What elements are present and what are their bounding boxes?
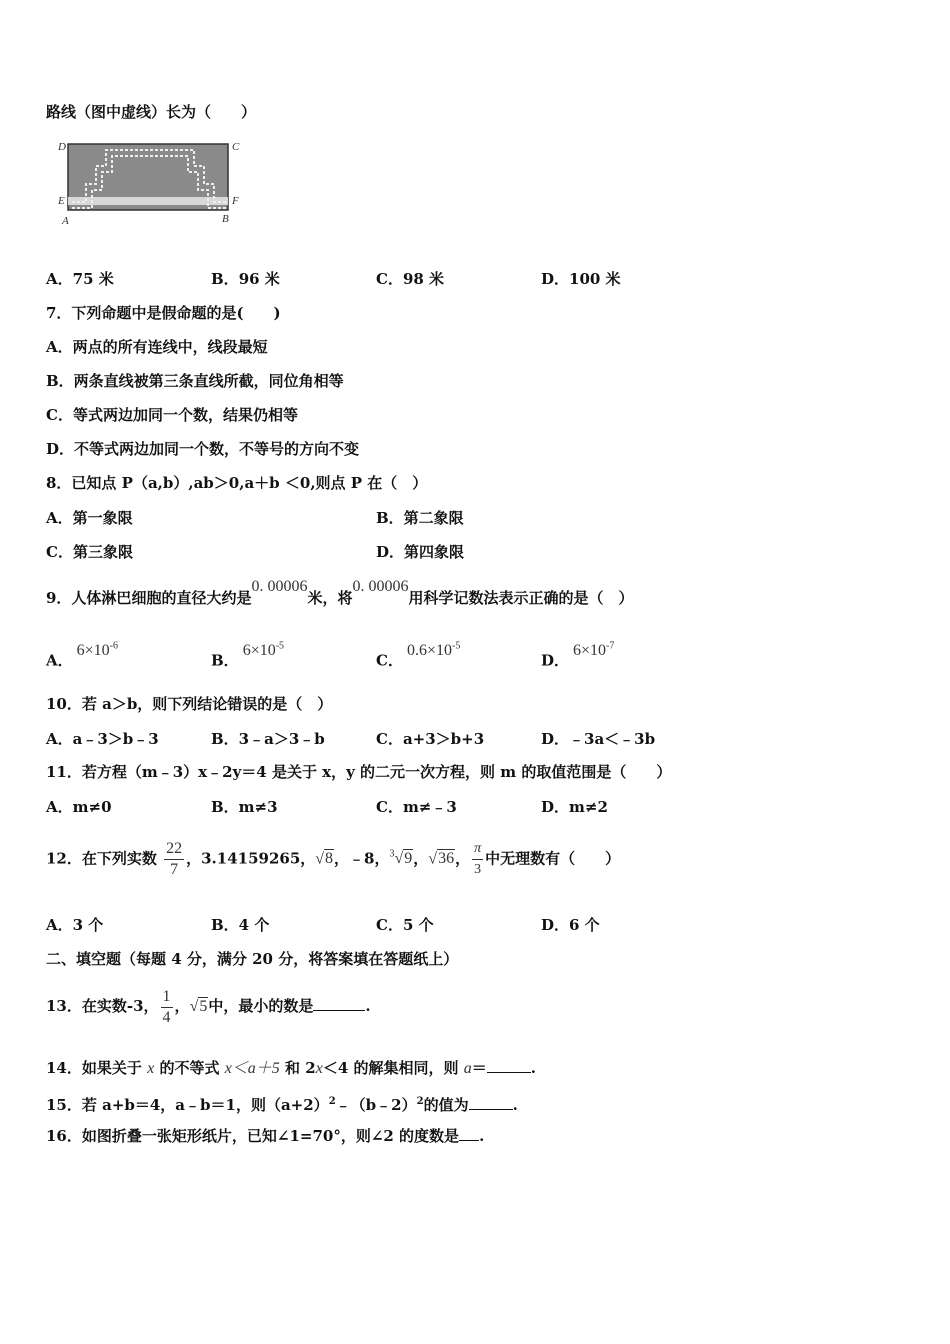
q11-option-d: D．m≠2 xyxy=(541,798,608,816)
q10-option-b: B．3﹣a＞3﹣b xyxy=(211,730,325,748)
label-d: D xyxy=(58,141,66,153)
q8-stem: 8．已知点 P（a,b）,ab＞0,a＋b ＜0,则点 P 在（ ） xyxy=(46,474,428,492)
sqrt-36: √36 xyxy=(428,850,455,868)
q11-stem: 11．若方程（m﹣3）x﹣2y＝4 是关于 x，y 的二元一次方程，则 m 的取值范围是（ ） xyxy=(46,763,672,781)
label-f: F xyxy=(232,195,239,207)
q12-option-b: B．4 个 xyxy=(211,916,270,934)
q10-option-a: A．a﹣3＞b﹣3 xyxy=(46,730,159,748)
q10-option-c: C．a+3＞b+3 xyxy=(376,730,485,748)
q9-option-d: D．$6\times 10^{-7}$ xyxy=(541,641,615,670)
q16-stem: 16．如图折叠一张矩形纸片，已知∠1=70°，则∠2 的度数是 . xyxy=(46,1127,485,1145)
q9-stem: 9．人体淋巴细胞的直径大约是0. 00006米，将0. 00006用科学记数法表示正确的是（ ） xyxy=(46,578,634,607)
q8-option-c: C．第三象限 xyxy=(46,543,133,561)
q6-option-a: A．75 米 xyxy=(46,270,114,288)
q14-stem: 14．如果关于 x 的不等式 x＜a＋5 和 2x＜4 的解集相同，则 a＝ . xyxy=(46,1059,536,1077)
label-c: C xyxy=(232,141,240,153)
q6-option-c: C．98 米 xyxy=(376,270,445,288)
q15-answer-blank[interactable] xyxy=(469,1109,513,1110)
fraction-22-7: $\frac{22}{7}$ xyxy=(166,839,183,878)
q8-option-a: A．第一象限 xyxy=(46,509,133,527)
label-a: A xyxy=(62,215,69,227)
q8-option-d: D．第四象限 xyxy=(376,543,465,561)
q6-option-b: B．96 米 xyxy=(211,270,280,288)
q7-stem: 7．下列命题中是假命题的是( ) xyxy=(46,304,281,322)
q13-answer-blank[interactable] xyxy=(313,1010,365,1011)
q9-value-1: 0. 00006 xyxy=(251,578,308,595)
q9-option-b: B．$6\times 10^{-5}$ xyxy=(211,641,285,670)
fraction-1-4: $\frac{1}{4}$ xyxy=(162,987,171,1026)
sqrt-8: √8 xyxy=(315,850,334,868)
q16-answer-blank[interactable] xyxy=(459,1140,479,1141)
q7-option-a: A．两点的所有连线中，线段最短 xyxy=(46,338,268,356)
q11-option-c: C．m≠﹣3 xyxy=(376,798,457,816)
q8-option-b: B．第二象限 xyxy=(376,509,464,527)
label-e: E xyxy=(58,195,65,207)
label-b: B xyxy=(222,213,229,225)
q7-option-c: C．等式两边加同一个数，结果仍相等 xyxy=(46,406,298,424)
q9-option-c: C．$0.6\times 10^{-5}$ xyxy=(376,641,461,670)
q12-stem: 12．在下列实数 $\frac{22}{7}$ ，3.14159265，√8，﹣8，$^3$√9，√36， $\frac{\pi}{3}$ 中无理数有（ ） xyxy=(46,839,621,878)
q7-option-b: B．两条直线被第三条直线所截，同位角相等 xyxy=(46,372,344,390)
section-2-heading: 二、填空题（每题 4 分，满分 20 分，将答案填在答题纸上） xyxy=(46,950,459,968)
q15-stem: 15．若 a+b＝4，a﹣b＝1，则$(a+2)^2﹣(b﹣2)^2$的值为 . xyxy=(46,1096,518,1114)
q6-option-d: D．100 米 xyxy=(541,270,621,288)
q10-option-d: D．﹣3a＜﹣3b xyxy=(541,730,656,748)
q7-option-d: D．不等式两边加同一个数，不等号的方向不变 xyxy=(46,440,360,458)
q13-stem: 13．在实数-3， $\frac{1}{4}$ ，√5中，最小的数是 . xyxy=(46,987,371,1026)
q12-option-a: A．3 个 xyxy=(46,916,104,934)
q6-rectangle-path-figure xyxy=(56,136,256,231)
q14-answer-blank[interactable] xyxy=(487,1072,531,1073)
q12-option-d: D．6 个 xyxy=(541,916,600,934)
q11-option-a: A．m≠0 xyxy=(46,798,112,816)
q9-value-2: 0. 00006 xyxy=(352,578,409,595)
q10-stem: 10．若 a＞b，则下列结论错误的是（ ） xyxy=(46,695,333,713)
q11-option-b: B．m≠3 xyxy=(211,798,278,816)
cbrt-9: $^3$√9 xyxy=(389,849,413,868)
fraction-pi-3: $\frac{\pi}{3}$ xyxy=(474,840,482,877)
q9-option-a: A．$6\times 10^{-6}$ xyxy=(46,641,119,670)
q6-stem-tail: 路线（图中虚线）长为（ ） xyxy=(46,103,257,121)
q12-option-c: C．5 个 xyxy=(376,916,434,934)
sqrt-5: √5 xyxy=(189,998,208,1015)
